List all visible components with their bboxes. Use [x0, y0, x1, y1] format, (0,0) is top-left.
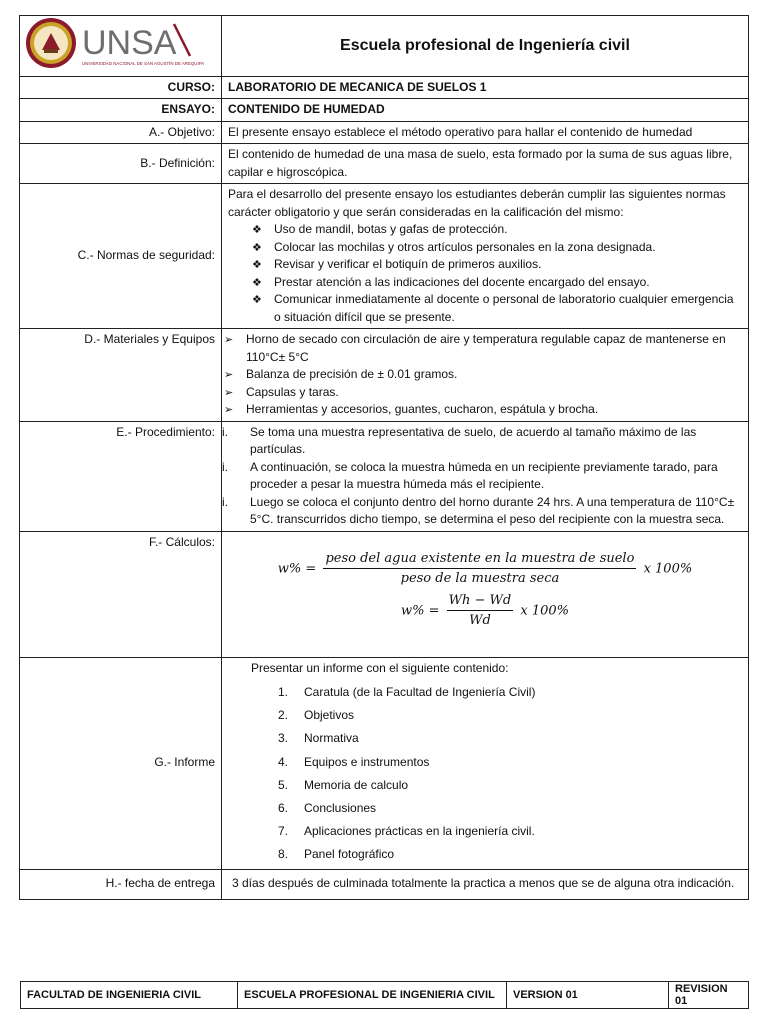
list-item-text: Panel fotográfico: [304, 847, 395, 862]
formula-1-tail: x 100%: [643, 561, 693, 576]
list-item: ❖ Comunicar inmediatamente al docente o personal de laboratorio cualquier emergencia o situación difícil que se presente.: [228, 291, 742, 326]
list-item: [228, 681, 742, 704]
list-item: ➢ Horno de secado con circulación de aire y temperatura regulable capaz de mantenerse en 110°C± 5°C: [224, 331, 742, 366]
curso-label: CURSO:: [20, 76, 222, 99]
footer-escuela: ESCUELA PROFESIONAL DE INGENIERIA CIVIL: [238, 982, 507, 1009]
logo-text: UNSA: [82, 24, 177, 62]
formula-2-tail: x 100%: [520, 603, 569, 618]
calculos-row: [20, 531, 749, 657]
formula-2-denominator: Wd: [469, 613, 491, 628]
materiales-label: D.- Materiales y Equipos: [20, 329, 222, 422]
list-number: 8.: [278, 847, 289, 862]
unsa-logo: [24, 16, 218, 70]
list-item: ❖ Uso de mandil, botas y gafas de protección.: [228, 221, 742, 239]
list-item-text: Se toma una muestra representativa de suelo, de acuerdo al tamaño máximo de las partículas.: [250, 424, 697, 456]
materiales-cell: [222, 329, 749, 422]
list-item-text: Aplicaciones prácticas en la ingeniería civil.: [304, 824, 535, 839]
list-item: [228, 727, 742, 750]
normas-cell: [222, 184, 749, 329]
materiales-row: [20, 329, 749, 422]
formula-1-numerator: peso del agua existente en la muestra de suelo: [323, 550, 636, 570]
procedimiento-row: [20, 421, 749, 531]
footer-version: VERSION 01: [507, 982, 669, 1009]
list-number: 6.: [278, 800, 289, 815]
formula-1-denominator: peso de la muestra seca: [400, 571, 560, 586]
list-item: ➢ Capsulas y taras.: [224, 384, 742, 402]
informe-row: [20, 657, 749, 869]
list-item: ❖ Revisar y verificar el botiquín de primeros auxilios.: [228, 256, 742, 274]
list-item: [228, 704, 742, 727]
list-item: ➢ Herramientas y accesorios, guantes, cucharon, espátula y brocha.: [224, 401, 742, 419]
formula-1-fraction: [323, 550, 636, 588]
list-number: 3.: [278, 731, 289, 746]
informe-list: [228, 681, 742, 867]
list-marker: i.: [222, 424, 228, 439]
procedimiento-list: [222, 424, 742, 529]
objetivo-row: [20, 121, 749, 144]
formula-2-lhs: w% =: [400, 603, 440, 618]
footer-table: [20, 981, 749, 1009]
lab-document-table: [19, 15, 749, 900]
list-marker: i.: [222, 494, 228, 509]
objetivo-text: El presente ensayo establece el método operativo para hallar el contenido de humedad: [222, 121, 749, 144]
logo-cell: [20, 16, 222, 77]
ensayo-label: ENSAYO:: [20, 99, 222, 122]
materiales-list: [228, 331, 742, 419]
informe-label: G.- Informe: [20, 657, 222, 869]
definicion-row: [20, 144, 749, 184]
calculos-cell: [222, 531, 749, 657]
ensayo-row: [20, 99, 749, 122]
entrega-row: [20, 869, 749, 900]
list-item: [228, 751, 742, 774]
formula-2-numerator: Wh − Wd: [447, 592, 514, 612]
list-number: 5.: [278, 777, 289, 792]
list-item-text: Objetivos: [304, 708, 355, 723]
list-number: 2.: [278, 708, 289, 723]
list-item: [228, 843, 742, 866]
list-number: 4.: [278, 754, 289, 769]
list-number: 1.: [278, 685, 289, 699]
curso-row: [20, 76, 749, 99]
list-item-text: Normativa: [304, 731, 359, 746]
formula-2-fraction: [447, 592, 514, 630]
procedimiento-label: E.- Procedimiento:: [20, 421, 222, 531]
normas-label: C.- Normas de seguridad:: [20, 184, 222, 329]
list-item-text: Conclusiones: [304, 800, 377, 815]
list-item: ❖ Prestar atención a las indicaciones del docente encargado del ensayo.: [228, 274, 742, 292]
list-item: [222, 494, 742, 529]
logo-subtext: UNIVERSIDAD NACIONAL DE SAN AGUSTÍN DE AREQUIPA: [82, 61, 205, 66]
objetivo-label: A.- Objetivo:: [20, 121, 222, 144]
list-item: [228, 797, 742, 820]
list-item: ➢ Balanza de precisión de ± 0.01 gramos.: [224, 366, 742, 384]
list-item: [228, 774, 742, 797]
footer-facultad: FACULTAD DE INGENIERIA CIVIL: [21, 982, 238, 1009]
footer-revision: REVISION 01: [669, 982, 749, 1009]
list-item: [222, 459, 742, 494]
header-row: [20, 16, 749, 77]
definicion-text: El contenido de humedad de una masa de suelo, esta formado por la suma de sus aguas libre, capilar e higroscópica.: [222, 144, 749, 184]
list-item: [222, 424, 742, 459]
informe-cell: [222, 657, 749, 869]
informe-intro: Presentar un informe con el siguiente contenido:: [251, 660, 509, 675]
list-item-text: Memoria de calculo: [304, 777, 409, 792]
list-item-text: Equipos e instrumentos: [304, 754, 430, 769]
list-item-text: Caratula (de la Facultad de Ingeniería Civil): [304, 685, 536, 699]
list-marker: i.: [222, 459, 228, 474]
formula-1-lhs: w% =: [277, 561, 317, 576]
formula-2: [228, 592, 742, 630]
ensayo-value: CONTENIDO DE HUMEDAD: [222, 99, 749, 122]
entrega-text: 3 días después de culminada totalmente la practica a menos que se de alguna otra indicación.: [222, 869, 749, 900]
formula-1: [228, 550, 742, 588]
list-item-text: Luego se coloca el conjunto dentro del horno durante 24 hrs. A una temperatura de 110°C± 5°C. transcurridos dicho tiempo, se determina el peso del recipiente con la muestra seca.: [250, 494, 735, 526]
list-item: [228, 820, 742, 843]
document-title: Escuela profesional de Ingeniería civil: [222, 16, 749, 77]
normas-intro: Para el desarrollo del presente ensayo los estudiantes deberán cumplir las siguientes normas carácter obligatorio y que serán consideradas en la calificación del mismo:: [228, 187, 726, 219]
calculos-label: F.- Cálculos:: [20, 531, 222, 657]
procedimiento-cell: [222, 421, 749, 531]
entrega-label: H.- fecha de entrega: [20, 869, 222, 900]
curso-value: LABORATORIO DE MECANICA DE SUELOS 1: [222, 76, 749, 99]
normas-row: [20, 184, 749, 329]
normas-list: [228, 221, 742, 326]
list-item-text: A continuación, se coloca la muestra húmeda en un recipiente previamente tarado, para proceder a pesar la muestra húmeda más el recipiente.: [250, 459, 718, 491]
list-number: 7.: [278, 824, 289, 839]
definicion-label: B.- Definición:: [20, 144, 222, 184]
list-item: ❖ Colocar las mochilas y otros artículos personales en la zona designada.: [228, 239, 742, 257]
